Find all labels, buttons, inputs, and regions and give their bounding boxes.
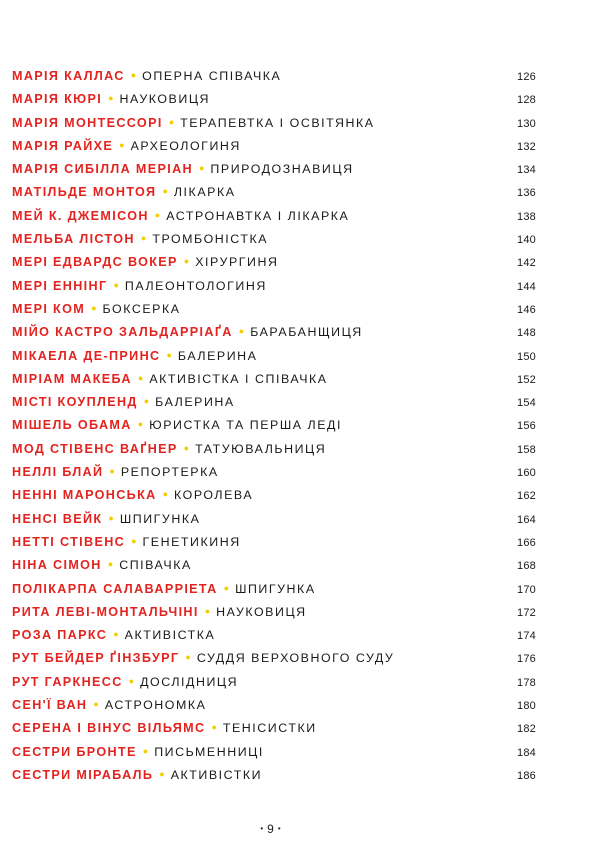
toc-entry[interactable]: [12, 182, 536, 205]
entry-name: МАТІЛЬДЕ МОНТОЯ: [12, 185, 157, 200]
entry-description: БАЛЕРИНА: [155, 395, 235, 410]
toc-entry[interactable]: [12, 392, 536, 415]
separator-dot-icon: ●: [183, 442, 190, 453]
folio-dot-icon: •: [260, 824, 264, 833]
entry-name: МЕРІ ЕДВАРДС ВОКЕР: [12, 255, 178, 270]
entry-description: ОПЕРНА СПІВАЧКА: [142, 69, 282, 83]
toc-entry[interactable]: [12, 602, 536, 625]
entry-description: ТАТУЮВАЛЬНИЦЯ: [195, 441, 327, 456]
toc-entry[interactable]: [12, 742, 536, 765]
entry-page-number: 156: [517, 420, 536, 433]
toc-entry[interactable]: [12, 229, 536, 252]
entry-name: МАРІЯ РАЙХЕ: [12, 138, 114, 153]
entry-page-number: 144: [517, 280, 536, 293]
entry-description: АКТИВІСТКА: [124, 628, 216, 643]
entry-page-number: 160: [517, 467, 536, 480]
separator-dot-icon: ●: [162, 186, 168, 197]
separator-dot-icon: ●: [185, 652, 191, 663]
toc-entry[interactable]: [12, 369, 536, 392]
entry-name: МАРІЯ КАЛЛАС: [12, 69, 125, 83]
separator-dot-icon: ●: [166, 349, 172, 360]
entry-page-number: 162: [517, 490, 536, 503]
entry-page-number: 170: [517, 583, 536, 596]
separator-dot-icon: ●: [107, 559, 114, 570]
folio-dot-icon: •: [277, 824, 281, 833]
entry-page-number: 174: [517, 630, 536, 643]
entry-page-number: 182: [517, 723, 536, 736]
entry-name: СЕСТРИ МІРАБАЛЬ: [12, 767, 154, 782]
entry-page-number: 176: [517, 653, 536, 666]
separator-dot-icon: ●: [162, 489, 169, 500]
entry-page-number: 158: [517, 443, 536, 456]
entry-name: МІКАЕЛА ДЕ-ПРИНС: [12, 348, 161, 363]
entry-description: БОКСЕРКА: [102, 301, 181, 316]
toc-entry[interactable]: [12, 159, 536, 182]
toc-entry[interactable]: [12, 509, 536, 532]
entry-name: МІРІАМ МАКЕБА: [12, 371, 132, 386]
entry-page-number: 154: [517, 397, 536, 410]
entry-page-number: 130: [517, 117, 536, 130]
toc-entry[interactable]: [12, 579, 536, 602]
entry-description: НАУКОВИЦЯ: [119, 92, 211, 107]
separator-dot-icon: ●: [154, 209, 161, 220]
entry-name: РИТА ЛЕВІ-МОНТАЛЬЧІНІ: [12, 604, 199, 619]
page-folio: [0, 822, 541, 836]
separator-dot-icon: ●: [93, 699, 99, 710]
entry-name: НІНА СІМОН: [12, 558, 102, 573]
entry-page-number: 126: [517, 71, 536, 83]
toc-entry[interactable]: [12, 532, 536, 555]
separator-dot-icon: ●: [183, 256, 190, 267]
entry-description: ХІРУРГИНЯ: [195, 255, 279, 270]
entry-page-number: 128: [517, 94, 536, 107]
entry-page-number: 184: [517, 746, 536, 759]
entry-description: АКТИВІСТКИ: [170, 767, 263, 782]
entry-description: БАЛЕРИНА: [177, 348, 258, 363]
entry-description: АРХЕОЛОГИНЯ: [130, 138, 241, 153]
entry-name: РУТ ГАРКНЕСС: [12, 674, 123, 689]
toc-entry[interactable]: [12, 462, 536, 485]
entry-description: ТРОМБОНІСТКА: [152, 232, 269, 247]
entry-description: НАУКОВИЦЯ: [216, 604, 307, 619]
entry-name: СЕН'Ї ВАН: [12, 698, 88, 713]
separator-dot-icon: ●: [143, 396, 150, 407]
entry-page-number: 180: [517, 700, 536, 713]
entry-page-number: 172: [517, 606, 536, 619]
toc-entry[interactable]: [12, 555, 536, 578]
toc-entry[interactable]: [12, 718, 536, 741]
separator-dot-icon: ●: [109, 466, 115, 477]
separator-dot-icon: ●: [142, 745, 149, 756]
toc-entry[interactable]: [12, 206, 536, 229]
entry-page-number: 178: [517, 676, 536, 689]
entry-name: РОЗА ПАРКС: [12, 628, 108, 643]
entry-name: МЕЙ К. ДЖЕМІСОН: [12, 208, 149, 223]
entry-name: МІЙО КАСТРО ЗАЛЬДАРРІАҐА: [12, 325, 233, 340]
entry-page-number: 146: [517, 303, 536, 316]
toc-entry[interactable]: [12, 695, 536, 718]
separator-dot-icon: ●: [113, 279, 119, 290]
entry-page-number: 142: [517, 257, 536, 270]
entry-description: ПРИРОДОЗНАВИЦЯ: [210, 162, 354, 177]
entry-name: НЕЛЛІ БЛАЙ: [12, 465, 104, 480]
entry-name: МАРІЯ КЮРІ: [12, 92, 103, 107]
toc-entry[interactable]: [12, 672, 536, 695]
entry-name: НЕННІ МАРОНСЬКА: [12, 488, 157, 503]
entry-name: МІСТІ КОУПЛЕНД: [12, 395, 138, 410]
entry-description: ТЕНІСИСТКИ: [222, 721, 317, 736]
entry-name: МЕРІ КОМ: [12, 301, 86, 316]
separator-dot-icon: ●: [91, 302, 97, 313]
separator-dot-icon: ●: [137, 419, 144, 430]
toc-entry[interactable]: [12, 113, 536, 136]
toc-entry[interactable]: [12, 485, 536, 508]
toc-entry[interactable]: [12, 66, 536, 89]
separator-dot-icon: ●: [108, 512, 114, 523]
entry-page-number: 150: [517, 350, 536, 363]
entry-description: ДОСЛІДНИЦЯ: [140, 674, 239, 689]
separator-dot-icon: ●: [211, 722, 217, 733]
entry-description: ПАЛЕОНТОЛОГИНЯ: [124, 278, 267, 293]
page-number: 9: [267, 822, 274, 836]
entry-description: РЕПОРТЕРКА: [120, 465, 219, 480]
entry-description: ШПИГУНКА: [235, 581, 316, 596]
entry-name: СЕРЕНА І ВІНУС ВІЛЬЯМС: [12, 721, 206, 736]
entry-description: ЛІКАРКА: [173, 185, 236, 200]
entry-page-number: 168: [517, 560, 536, 573]
entry-name: МІШЕЛЬ ОБАМА: [12, 418, 132, 433]
entry-name: СЕСТРИ БРОНТЕ: [12, 744, 137, 759]
separator-dot-icon: ●: [168, 116, 175, 127]
toc-entry[interactable]: [12, 765, 536, 788]
entry-page-number: 134: [517, 164, 536, 177]
toc-entry[interactable]: [12, 276, 536, 299]
entry-description: АСТРОНАВТКА І ЛІКАРКА: [166, 208, 350, 223]
separator-dot-icon: ●: [137, 372, 144, 383]
entry-name: МОД СТІВЕНС ВАҐНЕР: [12, 441, 178, 456]
entry-page-number: 138: [517, 210, 536, 223]
entry-page-number: 186: [517, 769, 536, 782]
separator-dot-icon: ●: [238, 326, 245, 337]
entry-description: СУДДЯ ВЕРХОВНОГО СУДУ: [196, 651, 395, 666]
separator-dot-icon: ●: [130, 70, 137, 80]
entry-page-number: 136: [517, 187, 536, 200]
entry-description: СПІВАЧКА: [119, 558, 192, 573]
entry-page-number: 132: [517, 140, 536, 153]
separator-dot-icon: ●: [128, 675, 135, 686]
entry-description: ТЕРАПЕВТКА І ОСВІТЯНКА: [180, 115, 375, 130]
separator-dot-icon: ●: [140, 233, 147, 244]
entry-description: ГЕНЕТИКИНЯ: [142, 534, 241, 549]
toc-entry[interactable]: [12, 322, 536, 345]
table-of-contents: [12, 66, 536, 788]
entry-page-number: 166: [517, 536, 536, 549]
entry-name: МАРІЯ МОНТЕССОРІ: [12, 115, 163, 130]
separator-dot-icon: ●: [198, 163, 205, 174]
separator-dot-icon: ●: [108, 93, 114, 104]
toc-entry[interactable]: [12, 415, 536, 438]
toc-entry[interactable]: [12, 346, 536, 369]
entry-page-number: 140: [517, 234, 536, 247]
toc-entry[interactable]: [12, 299, 536, 322]
entry-description: КОРОЛЕВА: [174, 488, 254, 503]
toc-entry[interactable]: [12, 625, 536, 648]
toc-entry[interactable]: [12, 252, 536, 275]
entry-page-number: 164: [517, 513, 536, 526]
separator-dot-icon: ●: [131, 535, 137, 546]
separator-dot-icon: ●: [119, 139, 125, 150]
entry-name: МЕРІ ЕННІНГ: [12, 278, 108, 293]
entry-description: ЮРИСТКА ТА ПЕРША ЛЕДІ: [149, 418, 342, 433]
separator-dot-icon: ●: [204, 605, 211, 616]
toc-entry[interactable]: [12, 439, 536, 462]
entry-description: АКТИВІСТКА І СПІВАЧКА: [149, 371, 328, 386]
toc-entry[interactable]: [12, 648, 536, 671]
toc-entry[interactable]: [12, 136, 536, 159]
entry-name: НЕНСІ ВЕЙК: [12, 511, 103, 526]
separator-dot-icon: ●: [223, 582, 230, 593]
entry-description: БАРАБАНЩИЦЯ: [250, 325, 363, 340]
separator-dot-icon: ●: [113, 629, 119, 640]
entry-name: МЕЛЬБА ЛІСТОН: [12, 232, 135, 247]
entry-name: МАРІЯ СИБІЛЛА МЕРІАН: [12, 162, 193, 177]
entry-description: АСТРОНОМКА: [104, 698, 207, 713]
entry-page-number: 152: [517, 373, 536, 386]
entry-name: РУТ БЕЙДЕР ҐІНЗБУРГ: [12, 651, 180, 666]
entry-description: ШПИГУНКА: [119, 511, 201, 526]
entry-name: НЕТТІ СТІВЕНС: [12, 534, 126, 549]
entry-name: ПОЛІКАРПА САЛАВАРРІЕТА: [12, 581, 218, 596]
entry-page-number: 148: [517, 327, 536, 340]
entry-description: ПИСЬМЕННИЦІ: [154, 744, 264, 759]
toc-entry[interactable]: [12, 89, 536, 112]
separator-dot-icon: ●: [159, 768, 165, 779]
